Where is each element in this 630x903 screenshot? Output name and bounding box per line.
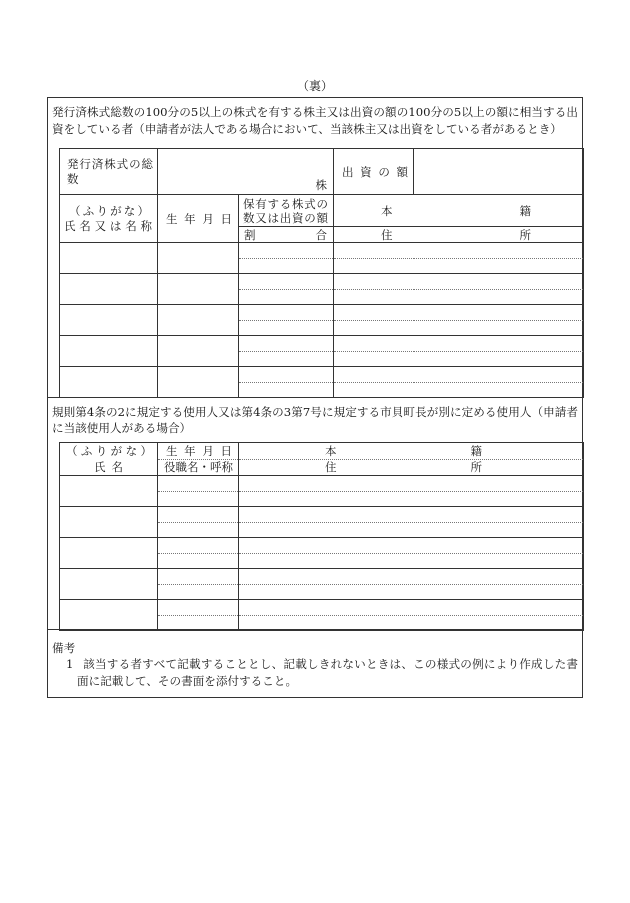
shareholder-address-cell (334, 383, 584, 398)
employee-header-birthdate (166, 444, 232, 458)
label-glyph: 称 (221, 460, 233, 475)
label-glyph: 名 (111, 460, 123, 474)
employee-row (60, 569, 584, 585)
label-glyph: の (378, 164, 390, 179)
total-shares-label: 発行済株式の総数 (67, 156, 153, 186)
employee-position-cell (158, 585, 239, 600)
employee-name-cell (60, 600, 158, 631)
header-holdings: 保有する株式の数又は出資の額 (243, 196, 328, 225)
total-shares-value-cell (158, 149, 334, 195)
employee-birthdate-cell (158, 476, 239, 492)
shareholder-holdings-cell (239, 367, 334, 383)
label-glyph: 籍 (519, 203, 531, 218)
label-glyph: 名 (79, 218, 91, 233)
label-glyph: 所 (519, 227, 531, 242)
employee-row (60, 507, 584, 523)
label-glyph: 名 (187, 460, 199, 475)
label-glyph: 資 (360, 164, 372, 179)
shareholder-birthdate-cell (158, 367, 239, 398)
employee-name-cell (60, 538, 158, 569)
employee-name-cell (60, 476, 158, 507)
shareholder-name-cell (60, 305, 158, 336)
label-glyph: ） (137, 203, 149, 218)
employee-address-cell (239, 492, 584, 507)
label-glyph: 生 (166, 443, 178, 458)
label-glyph: 所 (470, 460, 482, 475)
employees-header-row (60, 443, 584, 460)
header-address (381, 228, 531, 242)
shareholder-domicile-cell (334, 243, 584, 259)
label-glyph: な (125, 444, 138, 458)
shareholder-name-cell (60, 336, 158, 367)
employee-name-cell (60, 569, 158, 600)
shareholder-birthdate-cell (158, 305, 239, 336)
label-glyph: な (123, 203, 136, 218)
label-glyph: が (110, 444, 123, 458)
shareholder-row (60, 274, 584, 290)
total-shares-row (60, 149, 584, 195)
label-glyph: ・ (198, 460, 210, 475)
header-name-cell (60, 195, 158, 243)
header-domicile (381, 204, 531, 218)
label-glyph: （ (69, 203, 81, 218)
employee-row (60, 538, 584, 554)
label-glyph: 月 (202, 211, 214, 226)
label-glyph: 年 (184, 211, 196, 226)
header-ratio-cell (239, 227, 334, 243)
employee-row (60, 600, 584, 616)
label-glyph: 称 (140, 218, 152, 233)
employee-address-cell (239, 523, 584, 538)
shareholder-ratio-cell (239, 290, 334, 305)
label-glyph: 生 (166, 211, 178, 226)
shareholder-ratio-cell (239, 321, 334, 336)
shareholder-row (60, 243, 584, 259)
employees-table (59, 442, 584, 631)
employee-birthdate-cell (158, 538, 239, 554)
shareholder-ratio-cell (239, 352, 334, 367)
employee-header-birthdate-cell (158, 443, 239, 460)
label-glyph: （ (66, 444, 78, 458)
total-shares-label-cell (60, 149, 158, 195)
employee-domicile-cell (239, 476, 584, 492)
employee-header-address-cell (239, 459, 584, 476)
shareholder-birthdate-cell (158, 274, 239, 305)
shareholders-heading: 発行済株式総数の100分の5以上の株式を有する株主又は出資の額の100分の5以上の額に相当する出資をしている者（申請者が法人である場合において、当該株主又は出資をしている者があるとき） (52, 105, 578, 136)
shareholder-name-cell (60, 243, 158, 274)
header-birthdate (166, 212, 232, 226)
shareholder-address-cell (334, 259, 584, 274)
shareholder-row (60, 367, 584, 383)
capital-value-cell (414, 149, 584, 195)
employee-header-name (94, 459, 123, 475)
shareholder-name-cell (60, 274, 158, 305)
label-glyph: 年 (184, 443, 196, 458)
label-glyph: 月 (202, 443, 214, 458)
label-glyph: ふ (82, 203, 95, 218)
employee-header-position-cell (158, 459, 239, 476)
employee-header-domicile (325, 444, 482, 458)
employee-domicile-cell (239, 569, 584, 585)
label-glyph: 本 (325, 443, 337, 458)
label-glyph: 氏 (64, 218, 76, 233)
capital-label (342, 165, 408, 179)
shareholder-domicile-cell (334, 274, 584, 290)
employee-header-domicile-cell (239, 443, 584, 460)
capital-label-cell (334, 149, 414, 195)
label-glyph: 割 (244, 227, 256, 242)
employee-domicile-cell (239, 600, 584, 616)
label-glyph: ） (140, 444, 152, 458)
shareholder-holdings-cell (239, 274, 334, 290)
employee-domicile-cell (239, 507, 584, 523)
shares-unit: 株 (315, 178, 327, 192)
notes-item-number: 1 (66, 657, 74, 671)
notes-item-text: 該当する者すべて記載することとし、記載しきれないときは、この様式の例により作成した書面に記載して、その書面を添付すること。 (77, 657, 578, 688)
shareholder-name-cell (60, 367, 158, 398)
label-glyph: 出 (342, 164, 354, 179)
shareholder-row (60, 336, 584, 352)
employee-header-position (164, 460, 233, 474)
section-divider (47, 397, 583, 398)
employees-heading: 規則第4条の2に規定する使用人又は第4条の3第7号に規定する市貝町長が別に定める使用人（申請者に当該使用人がある場合） (52, 405, 578, 435)
employee-address-cell (239, 554, 584, 569)
notes-item (66, 656, 578, 690)
header-furigana (69, 204, 149, 219)
employee-birthdate-cell (158, 569, 239, 585)
employee-position-cell (158, 492, 239, 507)
label-glyph: 又 (94, 218, 107, 233)
shareholder-birthdate-cell (158, 336, 239, 367)
employee-header-furigana (66, 443, 152, 459)
shareholder-domicile-cell (334, 367, 584, 383)
label-glyph: 名 (125, 218, 137, 233)
shareholder-holdings-cell (239, 336, 334, 352)
shareholders-table (59, 148, 584, 398)
header-address-cell (334, 227, 584, 243)
employee-domicile-cell (239, 538, 584, 554)
shareholder-address-cell (334, 321, 584, 336)
label-glyph: 住 (381, 227, 393, 242)
header-domicile-cell (334, 195, 584, 227)
label-glyph: ふ (80, 444, 93, 458)
label-glyph: り (96, 203, 108, 218)
label-glyph: が (110, 203, 122, 218)
shareholder-row (60, 305, 584, 321)
header-name (64, 219, 152, 234)
label-glyph: 合 (315, 227, 327, 242)
header-birthdate-cell (158, 195, 239, 243)
employee-address-cell (239, 585, 584, 600)
shareholder-address-cell (334, 290, 584, 305)
label-glyph: 氏 (94, 460, 106, 474)
label-glyph: 日 (220, 211, 232, 226)
shareholder-birthdate-cell (158, 243, 239, 274)
employee-name-cell (60, 507, 158, 538)
employee-row (60, 476, 584, 492)
page-side-label: （裏） (296, 79, 333, 93)
employee-birthdate-cell (158, 600, 239, 616)
employee-position-cell (158, 523, 239, 538)
notes-title: 備考 (52, 641, 76, 655)
employee-position-cell (158, 554, 239, 569)
label-glyph: は (109, 218, 122, 233)
label-glyph: 本 (381, 203, 393, 218)
employee-birthdate-cell (158, 507, 239, 523)
header-holdings-cell (239, 195, 334, 227)
label-glyph: り (95, 444, 108, 458)
shareholder-ratio-cell (239, 259, 334, 274)
shareholder-holdings-cell (239, 243, 334, 259)
header-ratio (244, 228, 327, 242)
employee-header-name-cell (60, 443, 158, 476)
shareholder-holdings-cell (239, 305, 334, 321)
label-glyph: 籍 (470, 443, 482, 458)
shareholder-domicile-cell (334, 336, 584, 352)
label-glyph: 住 (325, 460, 337, 475)
shareholders-header-row (60, 195, 584, 227)
shareholder-ratio-cell (239, 383, 334, 398)
label-glyph: 額 (396, 164, 408, 179)
label-glyph: 日 (220, 443, 232, 458)
shareholder-address-cell (334, 352, 584, 367)
label-glyph: 職 (175, 460, 187, 475)
shareholder-domicile-cell (334, 305, 584, 321)
label-glyph: 呼 (210, 460, 222, 475)
label-glyph: 役 (164, 460, 176, 475)
section-divider (47, 629, 583, 630)
employee-header-address (325, 460, 482, 474)
